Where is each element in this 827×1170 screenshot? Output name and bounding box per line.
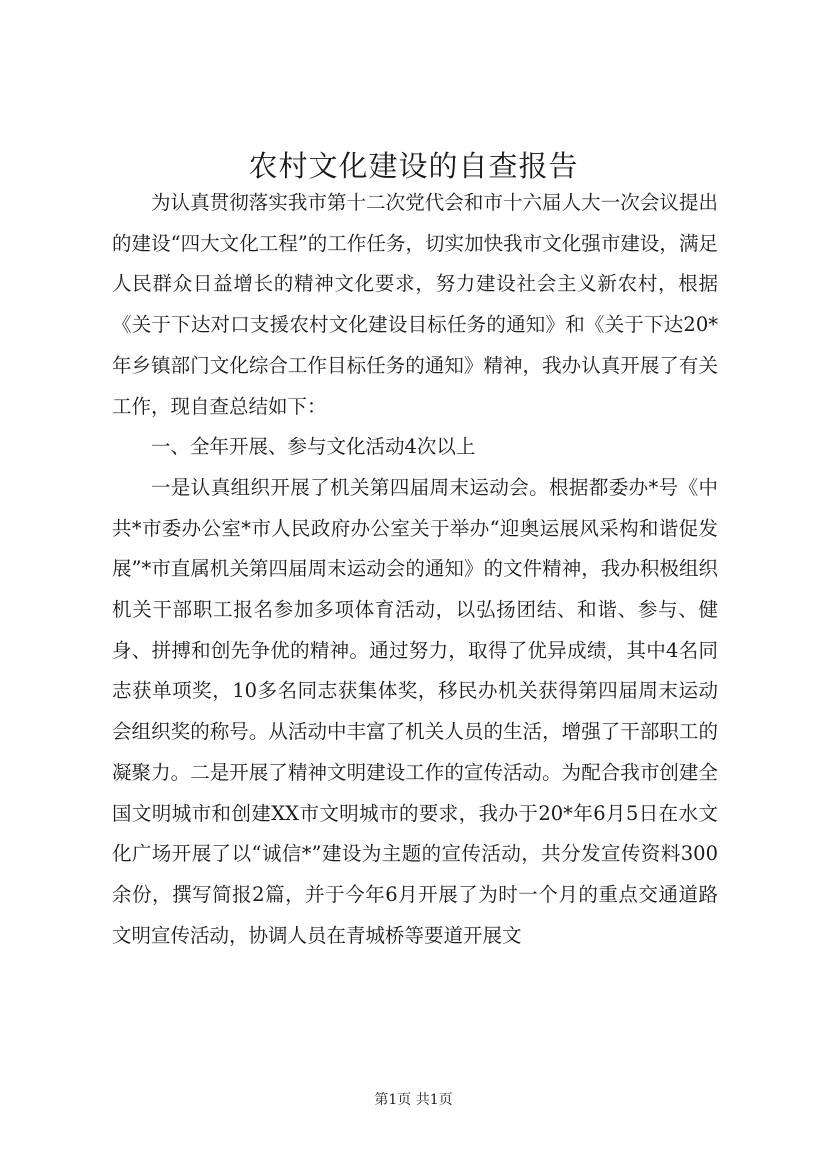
document-title: 农村文化建设的自查报告: [248, 149, 579, 183]
intro-paragraph: 为认真贯彻落实我市第十二次党代会和市十六届人大一次会议提出的建设“四大文化工程”的工作任务，切实加快我市文化强市建设，满足人民群众日益增长的精神文化要求，努力建设社会主义新农村，根据《关于下达对口支援农村文化建设目标任务的通知》和《关于下达20*年乡镇部门文化综合工作目标任务的通知》精神，我办认真开展了有关工作，现自查总结如下：: [112, 191, 718, 418]
document-body: [112, 170, 718, 956]
body-paragraph: 一是认真组织开展了机关第四届周末运动会。根据都委办*号《中共*市委办公室*市人民政府办公室关于举办“迎奥运展风采构和谐促发展”*市直属机关第四届周末运动会的通知》的文件精神，我办积极组织机关干部职工报名参加多项体育活动，以弘扬团结、和谐、参与、健身、拼搏和创先争优的精神。通过努力，取得了优异成绩，其中4名同志获单项奖，10多名同志获集体奖，移民办机关获得第四届周末运动会组织奖的称号。从活动中丰富了机关人员的生活，增强了干部职工的凝聚力。二是开展了精神文明建设工作的宣传活动。为配合我市创建全国文明城市和创建XX市文明城市的要求，我办于20*年6月5日在水文化广场开展了以“诚信*”建设为主题的宣传活动，共分发宣传资料300余份，撰写简报2篇，并于今年6月开展了为时一个月的重点交通道路文明宣传活动，协调人员在青城桥等要道开展文: [112, 475, 718, 947]
section-heading: 一、全年开展、参与文化活动4次以上: [151, 435, 476, 459]
page-footer: 第1页 共1页: [374, 1092, 453, 1108]
